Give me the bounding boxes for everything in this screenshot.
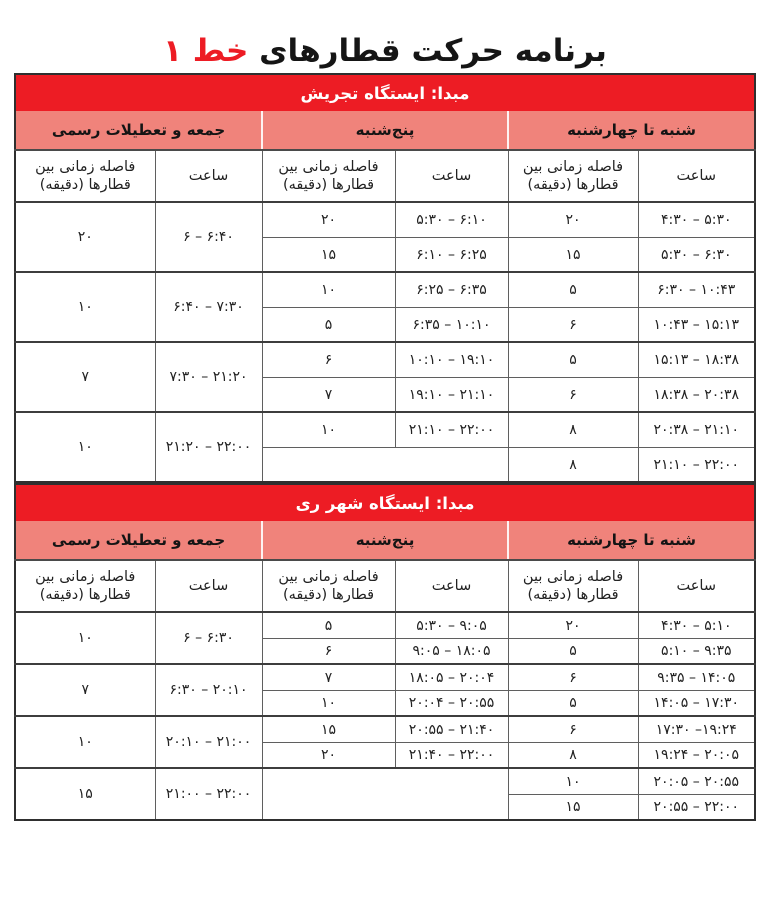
interval-column-header: فاصله زمانی بین قطارها (دقیقه) bbox=[15, 150, 155, 202]
interval-cell: ۱۰ bbox=[262, 272, 395, 307]
interval-cell: ۶ bbox=[262, 342, 395, 377]
schedule-row bbox=[15, 342, 755, 377]
origin-banner-tajrish: مبدا: ایستگاه تجریش bbox=[15, 74, 755, 111]
schedule-row bbox=[15, 612, 755, 638]
time-cell: ۱۰:۱۰ – ۱۹:۱۰ bbox=[395, 342, 508, 377]
interval-column-header: فاصله زمانی بین قطارها (دقیقه) bbox=[15, 560, 155, 612]
time-cell: ۲۱:۱۰ – ۲۲:۰۰ bbox=[395, 412, 508, 447]
interval-cell: ۵ bbox=[508, 272, 638, 307]
interval-cell: ۶ bbox=[508, 377, 638, 412]
interval-cell: ۱۵ bbox=[508, 237, 638, 272]
group-header-sat-wed: شنبه تا چهارشنبه bbox=[508, 111, 755, 150]
interval-cell: ۱۰ bbox=[15, 716, 155, 768]
time-cell: ۶:۳۰ – ۲۰:۱۰ bbox=[155, 664, 262, 716]
interval-column-header: فاصله زمانی بین قطارها (دقیقه) bbox=[508, 150, 638, 202]
interval-cell: ۱۵ bbox=[15, 768, 155, 820]
time-column-header: ساعت bbox=[638, 150, 755, 202]
time-cell: ۶:۳۰ – ۱۰:۴۳ bbox=[638, 272, 755, 307]
group-header-thursday: پنج‌شنبه bbox=[262, 521, 508, 560]
interval-cell: ۶ bbox=[262, 638, 395, 664]
time-cell: ۱۸:۰۵ – ۲۰:۰۴ bbox=[395, 664, 508, 690]
group-header-sat-wed: شنبه تا چهارشنبه bbox=[508, 521, 755, 560]
group-header-friday: جمعه و تعطیلات رسمی bbox=[15, 521, 262, 560]
interval-cell: ۲۰ bbox=[15, 202, 155, 272]
time-cell: ۲۱:۴۰ – ۲۲:۰۰ bbox=[395, 742, 508, 768]
interval-cell: ۱۰ bbox=[15, 412, 155, 482]
interval-cell: ۶ bbox=[508, 307, 638, 342]
time-cell: ۱۴:۰۵ – ۱۷:۳۰ bbox=[638, 690, 755, 716]
time-cell: ۵:۳۰ – ۶:۱۰ bbox=[395, 202, 508, 237]
interval-cell: ۷ bbox=[15, 342, 155, 412]
interval-cell: ۵ bbox=[508, 690, 638, 716]
interval-cell: ۷ bbox=[262, 664, 395, 690]
time-cell: ۵:۱۰ – ۹:۳۵ bbox=[638, 638, 755, 664]
interval-column-header: فاصله زمانی بین قطارها (دقیقه) bbox=[262, 560, 395, 612]
time-cell: ۶:۴۰ – ۷:۳۰ bbox=[155, 272, 262, 342]
page-title-main: برنامه حرکت قطارهای bbox=[259, 33, 607, 69]
interval-cell: ۲۰ bbox=[508, 612, 638, 638]
schedule-row bbox=[15, 202, 755, 237]
origin-banner-row bbox=[15, 74, 755, 111]
time-cell: ۶:۱۰ – ۶:۲۵ bbox=[395, 237, 508, 272]
time-cell: ۶ – ۶:۴۰ bbox=[155, 202, 262, 272]
time-cell: ۱۵:۱۳ – ۱۸:۳۸ bbox=[638, 342, 755, 377]
interval-cell: ۷ bbox=[15, 664, 155, 716]
interval-cell: ۵ bbox=[262, 307, 395, 342]
time-cell: ۶:۳۵ – ۱۰:۱۰ bbox=[395, 307, 508, 342]
page-title bbox=[0, 0, 770, 73]
day-group-header-row bbox=[15, 111, 755, 150]
column-header-row bbox=[15, 560, 755, 612]
time-cell: ۷:۳۰ – ۲۱:۲۰ bbox=[155, 342, 262, 412]
time-cell: ۱۰:۴۳ – ۱۵:۱۳ bbox=[638, 307, 755, 342]
time-cell: ۲۱:۱۰ – ۲۲:۰۰ bbox=[638, 447, 755, 482]
interval-cell: ۱۰ bbox=[262, 690, 395, 716]
interval-cell: ۵ bbox=[262, 612, 395, 638]
origin-banner-rey: مبدا: ایستگاه شهر ری bbox=[15, 484, 755, 521]
time-cell: ۹:۳۵ – ۱۴:۰۵ bbox=[638, 664, 755, 690]
time-cell: ۵:۳۰ – ۹:۰۵ bbox=[395, 612, 508, 638]
time-cell: ۲۰:۵۵ – ۲۱:۴۰ bbox=[395, 716, 508, 742]
time-cell: ۲۱:۲۰ – ۲۲:۰۰ bbox=[155, 412, 262, 482]
schedule-table-tajrish bbox=[14, 73, 756, 483]
time-cell: ۴:۳۰ – ۵:۳۰ bbox=[638, 202, 755, 237]
interval-cell: ۸ bbox=[508, 447, 638, 482]
time-column-header: ساعت bbox=[155, 560, 262, 612]
interval-cell: ۱۵ bbox=[508, 794, 638, 820]
interval-cell: ۱۰ bbox=[15, 272, 155, 342]
time-cell: ۲۰:۰۴ – ۲۰:۵۵ bbox=[395, 690, 508, 716]
time-column-header: ساعت bbox=[395, 150, 508, 202]
time-cell: ۲۰:۳۸ – ۲۱:۱۰ bbox=[638, 412, 755, 447]
group-header-friday: جمعه و تعطیلات رسمی bbox=[15, 111, 262, 150]
interval-cell: ۲۰ bbox=[262, 202, 395, 237]
time-cell: ۲۰:۰۵ – ۲۰:۵۵ bbox=[638, 768, 755, 794]
interval-cell: ۱۵ bbox=[262, 237, 395, 272]
schedule-table-rey bbox=[14, 483, 756, 821]
interval-cell: ۸ bbox=[508, 742, 638, 768]
time-cell: ۱۹:۲۴ – ۲۰:۰۵ bbox=[638, 742, 755, 768]
schedule-row bbox=[15, 664, 755, 690]
interval-cell: ۱۰ bbox=[262, 412, 395, 447]
time-cell: ۲۰:۵۵ – ۲۲:۰۰ bbox=[638, 794, 755, 820]
interval-cell: ۲۰ bbox=[508, 202, 638, 237]
interval-cell: ۵ bbox=[508, 638, 638, 664]
time-cell: ۵:۳۰ – ۶:۳۰ bbox=[638, 237, 755, 272]
time-cell: ۱۷:۳۰ –۱۹:۲۴ bbox=[638, 716, 755, 742]
time-column-header: ساعت bbox=[638, 560, 755, 612]
time-cell: ۹:۰۵ – ۱۸:۰۵ bbox=[395, 638, 508, 664]
time-column-header: ساعت bbox=[395, 560, 508, 612]
interval-cell: ۱۰ bbox=[15, 612, 155, 664]
interval-cell: ۱۵ bbox=[262, 716, 395, 742]
interval-column-header: فاصله زمانی بین قطارها (دقیقه) bbox=[262, 150, 395, 202]
interval-cell: ۸ bbox=[508, 412, 638, 447]
group-header-thursday: پنج‌شنبه bbox=[262, 111, 508, 150]
time-cell: ۲۱:۰۰ – ۲۲:۰۰ bbox=[155, 768, 262, 820]
empty-cell bbox=[262, 447, 508, 482]
column-header-row bbox=[15, 150, 755, 202]
schedule-row bbox=[15, 716, 755, 742]
time-cell: ۴:۳۰ – ۵:۱۰ bbox=[638, 612, 755, 638]
schedule-row bbox=[15, 272, 755, 307]
interval-cell: ۵ bbox=[508, 342, 638, 377]
time-cell: ۱۸:۳۸ – ۲۰:۳۸ bbox=[638, 377, 755, 412]
day-group-header-row bbox=[15, 521, 755, 560]
interval-cell: ۷ bbox=[262, 377, 395, 412]
time-cell: ۶:۲۵ – ۶:۳۵ bbox=[395, 272, 508, 307]
page-title-line-number: خط ۱ bbox=[163, 33, 249, 69]
interval-cell: ۲۰ bbox=[262, 742, 395, 768]
time-column-header: ساعت bbox=[155, 150, 262, 202]
time-cell: ۲۰:۱۰ – ۲۱:۰۰ bbox=[155, 716, 262, 768]
time-cell: ۶ – ۶:۳۰ bbox=[155, 612, 262, 664]
interval-cell: ۶ bbox=[508, 664, 638, 690]
interval-column-header: فاصله زمانی بین قطارها (دقیقه) bbox=[508, 560, 638, 612]
time-cell: ۱۹:۱۰ – ۲۱:۱۰ bbox=[395, 377, 508, 412]
interval-cell: ۶ bbox=[508, 716, 638, 742]
schedule-row bbox=[15, 768, 755, 794]
empty-cell bbox=[262, 768, 508, 820]
interval-cell: ۱۰ bbox=[508, 768, 638, 794]
schedule-row bbox=[15, 412, 755, 447]
origin-banner-row bbox=[15, 484, 755, 521]
